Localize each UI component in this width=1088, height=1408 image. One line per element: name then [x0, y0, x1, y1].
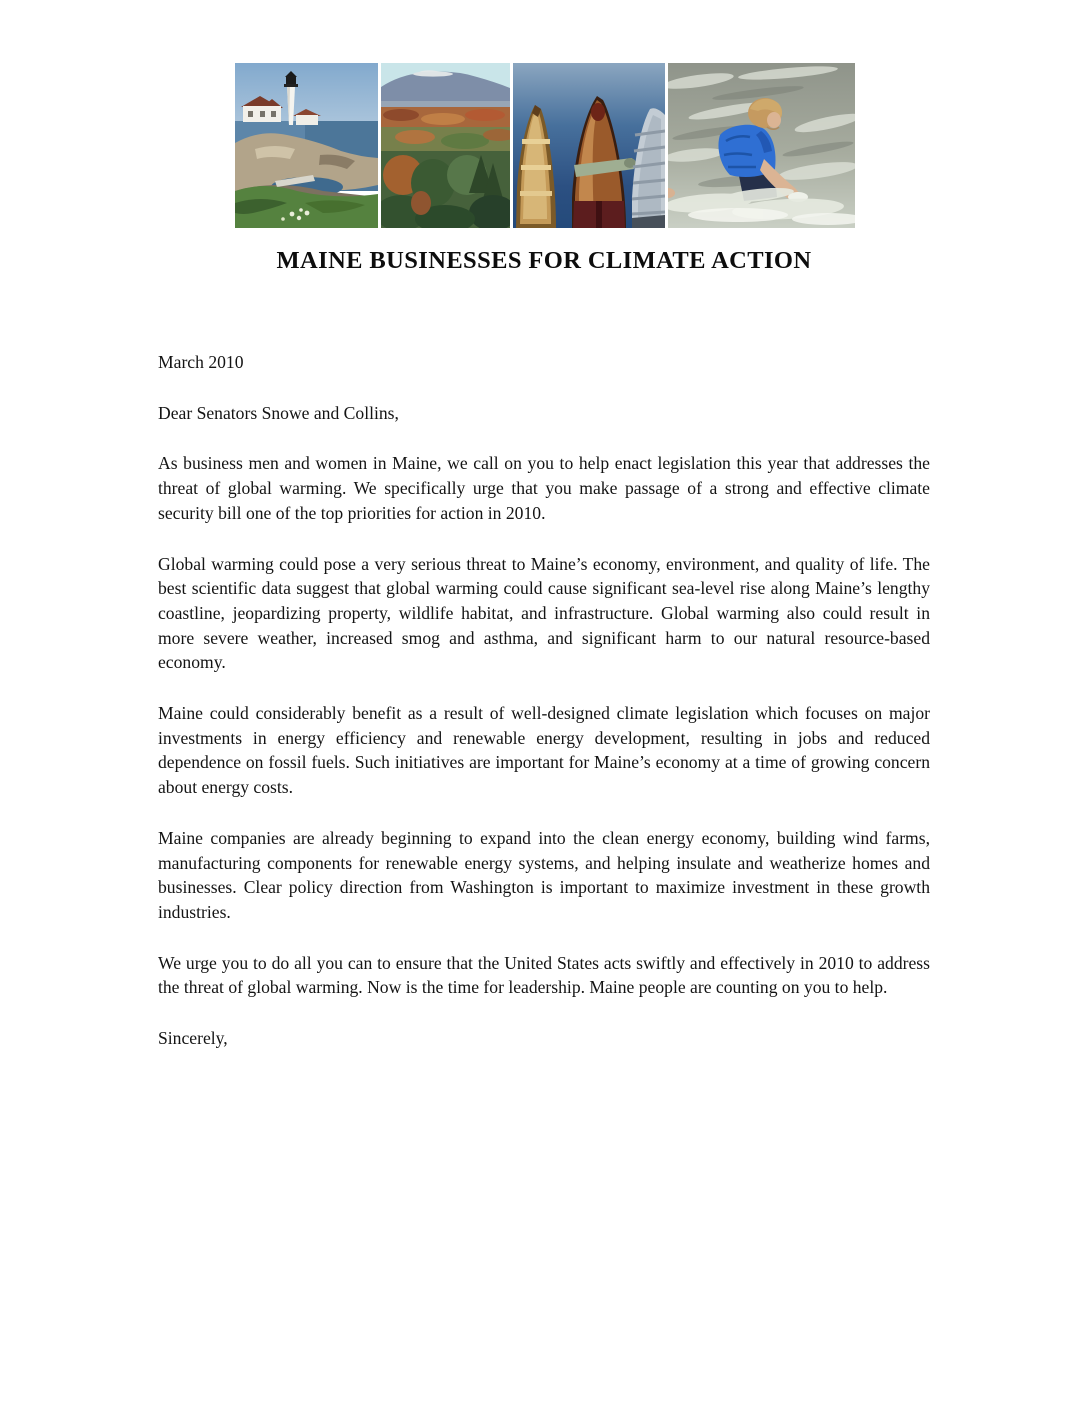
letter-closing: Sincerely,	[158, 1028, 228, 1049]
letter-paragraph-3: Maine could considerably benefit as a result of well-designed climate legislation which focuses on major investments in energy efficiency and renewable energy development, resulting in jobs and reduced dependence on fossil fuels. Such initiatives are important for Maine’s economy at a time of growing concern about energy costs.	[158, 703, 930, 798]
letter-salutation: Dear Senators Snowe and Collins,	[158, 402, 399, 423]
letter-paragraph-4: Maine companies are already beginning to expand into the clean energy economy, building wind farms, manufacturing components for renewable energy systems, and helping insulate and weatherize homes and businesses. Clear policy direction from Washington is important to maximize investment in these growth industries.	[158, 827, 930, 922]
header-photo-strip	[235, 63, 855, 228]
autumn-forest-photo	[381, 63, 510, 228]
child-in-surf-photo	[668, 63, 855, 228]
letter-date: March 2010	[158, 352, 244, 372]
letter-paragraph-5: We urge you to do all you can to ensure that the United States acts swiftly and effectively in 2010 to address the threat of global warming. Now is the time for leadership. Maine people are counting on you to help.	[158, 952, 930, 998]
letter-paragraph-1: As business men and women in Maine, we call on you to help enact legislation this year that addresses the threat of global warming. We specifically urge that you make passage of a strong and effective climate security bill one of the top priorities for action in 2010.	[158, 453, 930, 523]
letter-paragraph-2: Global warming could pose a very serious threat to Maine’s economy, environment, and quality of life. The best scientific data suggest that global warming could cause significant sea-level rise along Maine’s lengthy coastline, jeopardizing property, wildlife habitat, and infrastructure. Global warming also could result in more severe weather, increased smog and asthma, and significant harm to our natural resource-based economy.	[158, 553, 930, 673]
letter-body	[158, 350, 930, 1077]
lighthouse-coast-photo	[235, 63, 378, 228]
canoes-photo	[513, 63, 665, 228]
page-title: MAINE BUSINESSES FOR CLIMATE ACTION	[276, 247, 812, 274]
